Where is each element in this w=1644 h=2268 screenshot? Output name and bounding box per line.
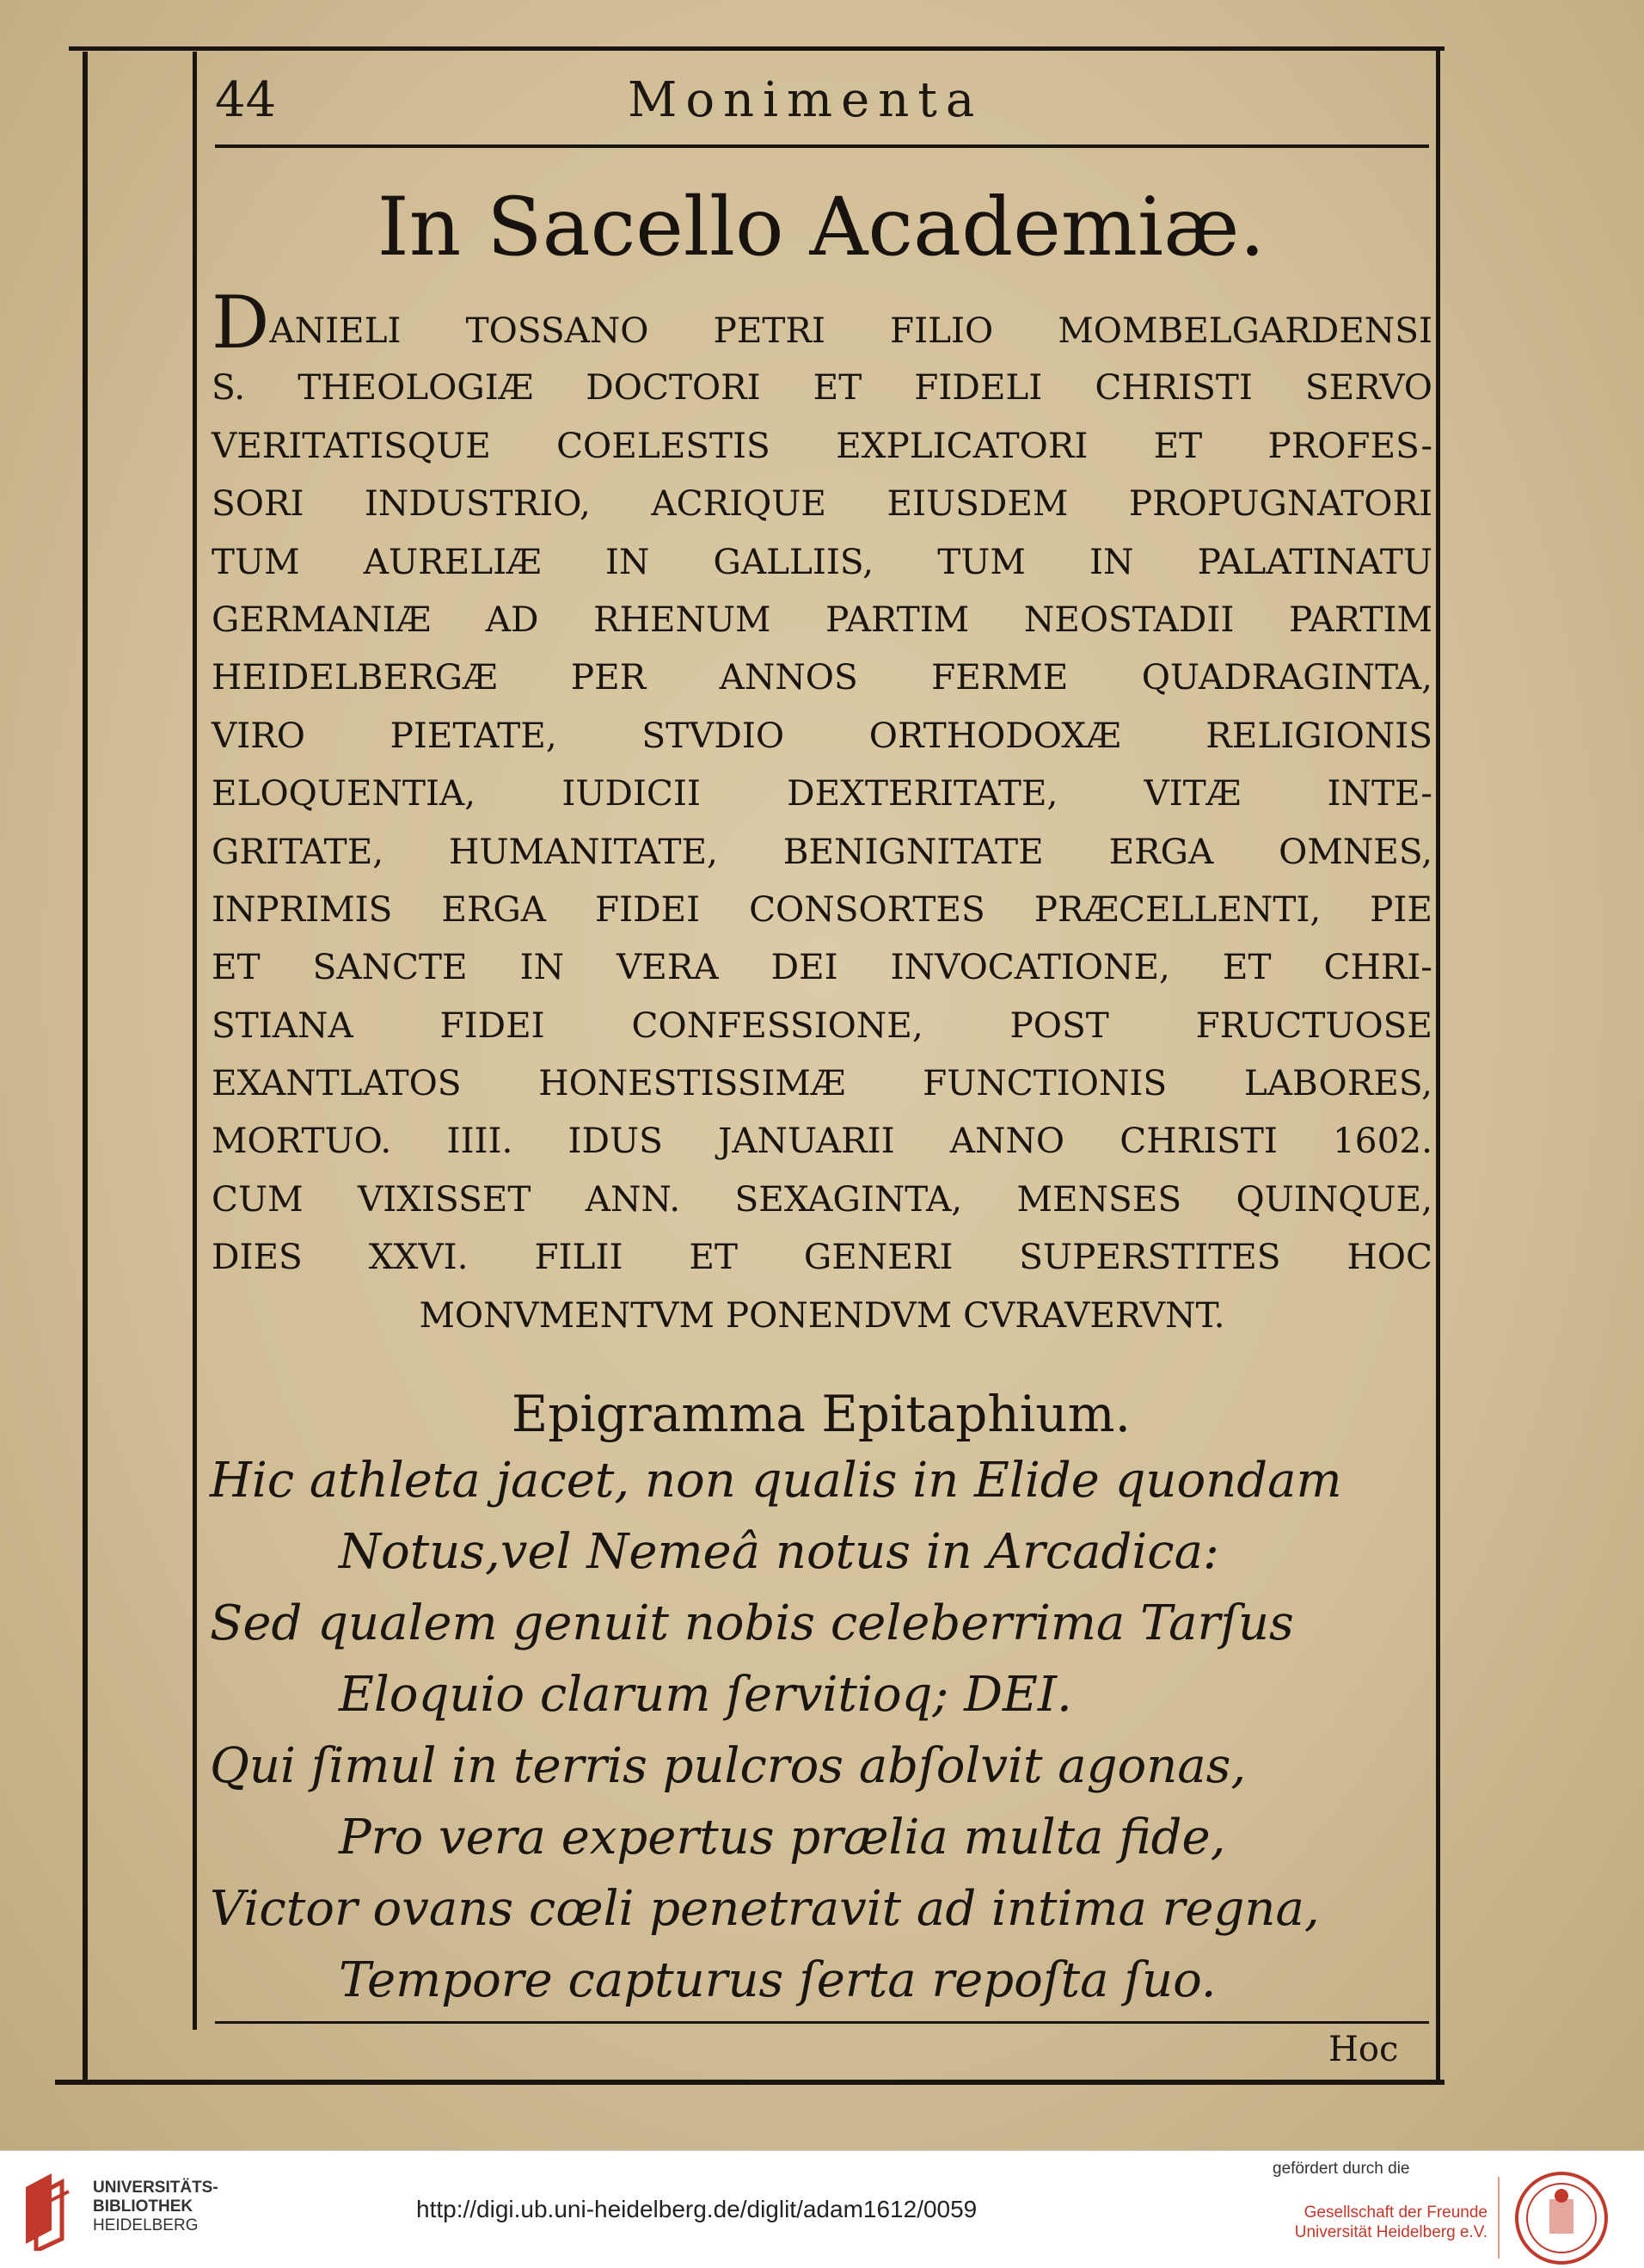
- top-border-rule: [69, 46, 1445, 51]
- inscription-line: ELOQUENTIA, IUDICII DEXTERITATE, VITÆ INTE-: [212, 772, 1432, 814]
- library-line: HEIDELBERG: [93, 2216, 199, 2234]
- sponsor-name[interactable]: [1281, 2203, 1488, 2242]
- epigram-title: Epigramma Epitaphium.: [511, 1385, 1132, 1443]
- inscription-line: GRITATE, HUMANITATE, BENIGNITATE ERGA OMNES,: [212, 830, 1432, 872]
- ub-heidelberg-logo-icon[interactable]: [17, 2170, 86, 2251]
- catchword: Hoc: [1328, 2030, 1399, 2069]
- library-line: BIBLIOTHEK: [93, 2197, 193, 2216]
- page-number: 44: [215, 72, 277, 128]
- sponsor-line: Universität Heidelberg e.V.: [1294, 2223, 1488, 2241]
- poem-line: Tempore capturus ſerta repoſta ſuo.: [339, 1952, 1217, 2008]
- library-line: UNIVERSITÄTS-: [93, 2179, 218, 2197]
- dropcap: D: [212, 280, 270, 365]
- poem-line: Qui ſimul in terris pulcros abſolvit agonas,: [210, 1738, 1247, 1794]
- page-title: In Sacello Academiæ.: [377, 181, 1266, 274]
- inscription-line: DANIELI TOSSANO PETRI FILIO MOMBELGARDENSI: [212, 280, 1432, 365]
- poem-line: Hic athleta jacet, non qualis in Elide quondam: [210, 1453, 1342, 1509]
- permalink-url[interactable]: http://digi.ub.uni-heidelberg.de/diglit/adam1612/0059: [416, 2196, 978, 2222]
- footer-rule: [215, 2021, 1429, 2024]
- poem-line: Notus,vel Nemeâ notus in Arcadica:: [339, 1524, 1219, 1580]
- bottom-border-rule: [55, 2080, 1445, 2085]
- inscription-line: HEIDELBERGÆ PER ANNOS FERME QUADRAGINTA,: [212, 656, 1432, 698]
- inscription-line: GERMANIÆ AD RHENUM PARTIM NEOSTADII PARTIM: [212, 598, 1432, 640]
- left-outer-border-rule: [83, 52, 88, 2083]
- inscription-line: ET SANCTE IN VERA DEI INVOCATIONE, ET CHRI-: [212, 946, 1432, 988]
- running-head: Monimenta: [628, 72, 984, 128]
- inscription-line: STIANA FIDEI CONFESSIONE, POST FRUCTUOSE: [212, 1004, 1432, 1046]
- inscription-line: S. THEOLOGIÆ DOCTORI ET FIDELI CHRISTI SERVO: [212, 366, 1432, 409]
- epigram-poem: [210, 1445, 1448, 2016]
- viewer-footer: [0, 2150, 1644, 2268]
- inscription-line: TUM AURELIÆ IN GALLIIS, TUM IN PALATINATU: [212, 540, 1432, 582]
- library-name[interactable]: [93, 2179, 218, 2235]
- poem-line: Sed qualem genuit nobis celeberrima Tarſus: [210, 1595, 1294, 1651]
- inscription-line: VERITATISQUE COELESTIS EXPLICATORI ET PROFES-: [212, 424, 1432, 466]
- left-inner-border-rule: [193, 52, 197, 2030]
- inscription-line: INPRIMIS ERGA FIDEI CONSORTES PRÆCELLENTI, PIE: [212, 888, 1432, 930]
- inscription-line: MORTUO. IIII. IDUS JANUARII ANNO CHRISTI 1602.: [212, 1120, 1432, 1162]
- sponsor-label: gefördert durch die: [1273, 2160, 1410, 2178]
- sponsor-line: Gesellschaft der Freunde: [1304, 2203, 1488, 2222]
- inscription-line: SORI INDUSTRIO, ACRIQUE EIUSDEM PROPUGNATORI: [212, 482, 1432, 525]
- poem-line: Eloquio clarum ſervitioq; DEI.: [339, 1667, 1072, 1723]
- sponsor-divider: [1498, 2177, 1500, 2259]
- inscription-line: MONVMENTVM PONENDVM CVRAVERVNT.: [419, 1294, 1225, 1336]
- running-header: [215, 72, 1427, 128]
- inscription-line: CUM VIXISSET ANN. SEXAGINTA, MENSES QUINQUE,: [212, 1177, 1432, 1220]
- university-seal-icon: [1513, 2170, 1610, 2266]
- inscription-line: DIES XXVI. FILII ET GENERI SUPERSTITES HOC: [212, 1236, 1432, 1278]
- inscription-line: VIRO PIETATE, STVDIO ORTHODOXÆ RELIGIONIS: [212, 714, 1432, 756]
- inscription-line: EXANTLATOS HONESTISSIMÆ FUNCTIONIS LABORES,: [212, 1062, 1432, 1104]
- poem-line: Pro vera expertus prælia multa fide,: [339, 1810, 1226, 1865]
- epitaph-inscription: [212, 280, 1432, 1344]
- header-underline-rule: [215, 144, 1429, 148]
- poem-line: Victor ovans cœli penetravit ad intima regna,: [210, 1881, 1320, 1937]
